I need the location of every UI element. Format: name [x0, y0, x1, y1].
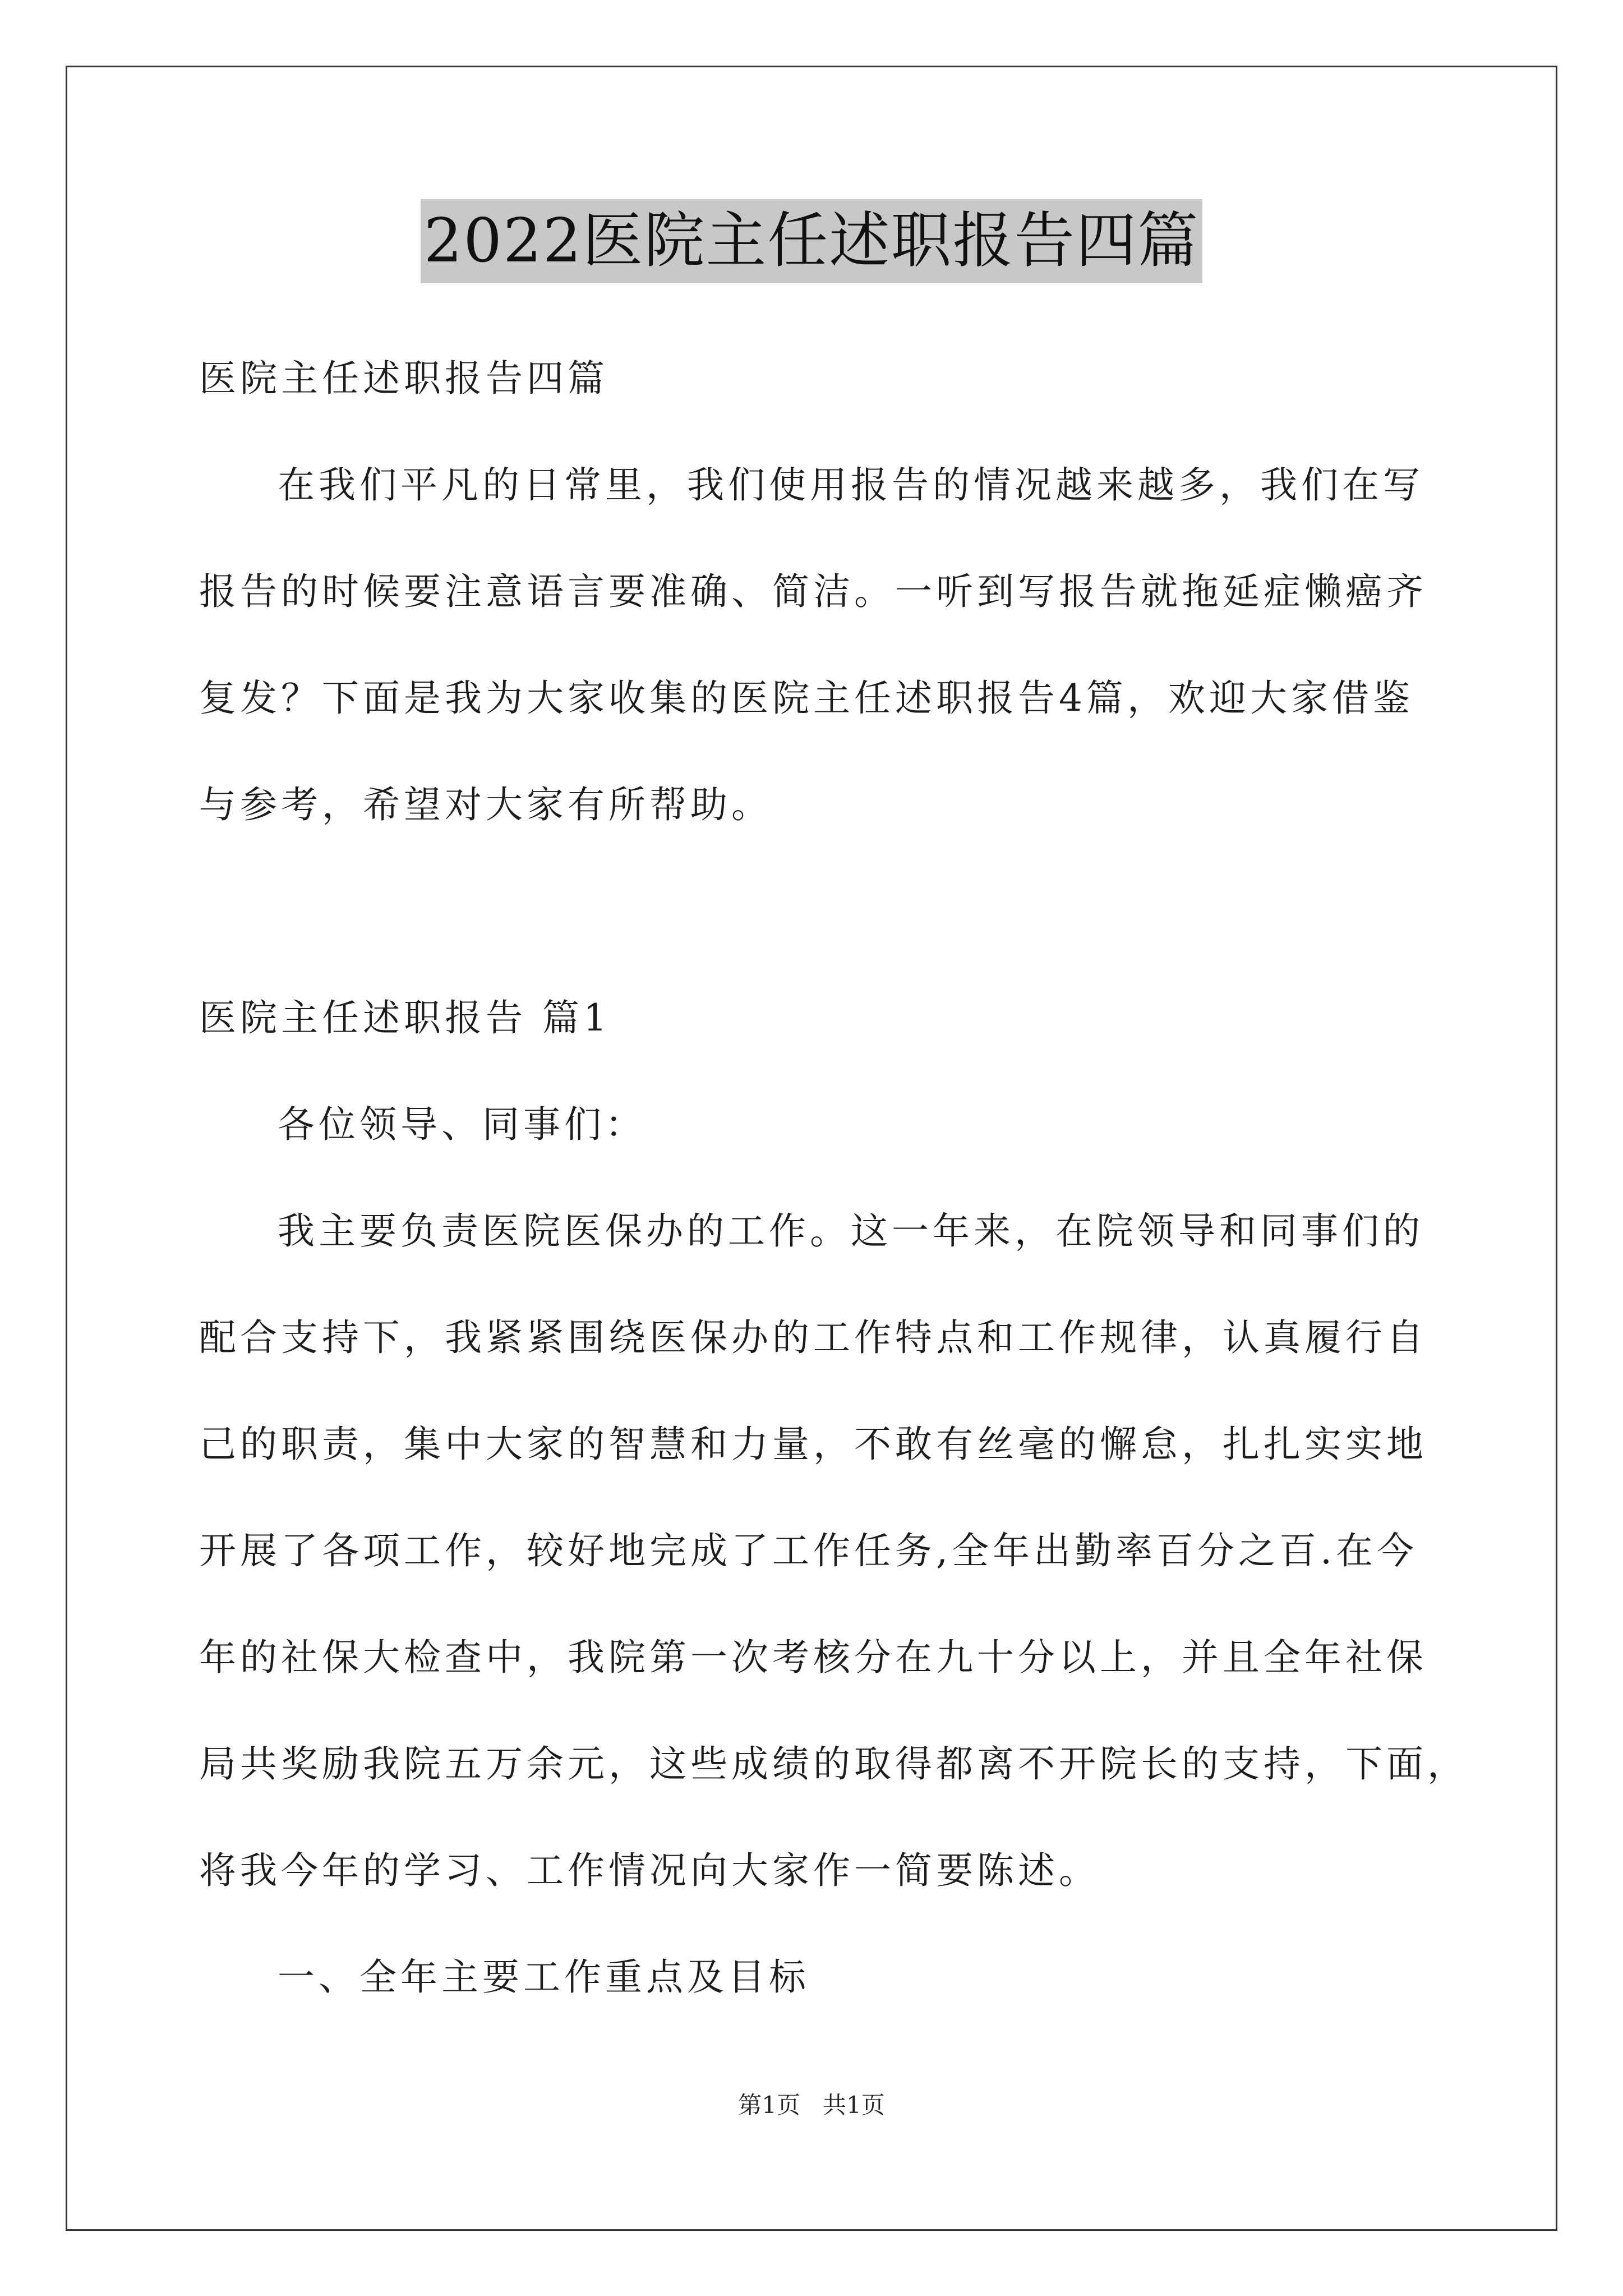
- intro-line-3: 复发？下面是我为大家收集的医院主任述职报告4篇，欢迎大家借鉴: [199, 677, 1414, 720]
- page-number-footer: 第1页 共1页: [738, 2091, 885, 2119]
- body-line-5: 年的社保大检查中，我院第一次考核分在九十分以上，并且全年社保: [199, 1636, 1427, 1679]
- body-line-7: 将我今年的学习、工作情况向大家作一简要陈述。: [199, 1849, 1100, 1892]
- body-line-3: 己的职责，集中大家的智慧和力量，不敢有丝毫的懈怠，扎扎实实地: [199, 1423, 1427, 1466]
- body-line-2: 配合支持下，我紧紧围绕医保办的工作特点和工作规律，认真履行自: [199, 1316, 1427, 1359]
- title-container: [0, 199, 1623, 283]
- body-line-6: 局共奖励我院五万余元，这些成绩的取得都离不开院长的支持，下面，: [199, 1742, 1468, 1786]
- document-title: 2022医院主任述职报告四篇: [421, 199, 1203, 283]
- intro-line-1: 在我们平凡的日常里，我们使用报告的情况越来越多，我们在写: [278, 463, 1424, 507]
- subheading: 一、全年主要工作重点及目标: [278, 1955, 810, 1999]
- body-line-4: 开展了各项工作，较好地完成了工作任务,全年出勤率百分之百.在今: [199, 1529, 1418, 1572]
- section-heading: 医院主任述职报告 篇1: [199, 996, 611, 1039]
- intro-line-2: 报告的时候要注意语言要准确、简洁。一听到写报告就拖延症懒癌齐: [199, 570, 1427, 613]
- body-line-1: 我主要负责医院医保办的工作。这一年来，在院领导和同事们的: [278, 1209, 1424, 1253]
- salutation: 各位领导、同事们：: [278, 1103, 646, 1146]
- intro-line-4: 与参考，希望对大家有所帮助。: [199, 783, 772, 826]
- document-subtitle: 医院主任述职报告四篇: [199, 357, 608, 400]
